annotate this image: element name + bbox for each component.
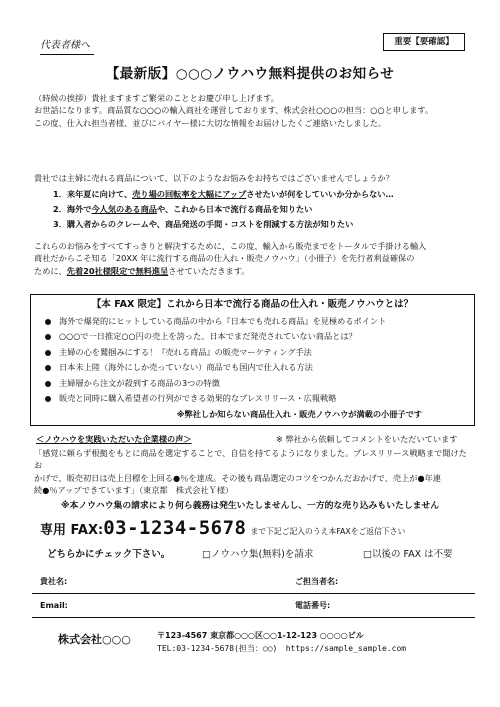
fax-number-line: [40, 514, 480, 543]
testimonial-body: 「感覚に頼らず根拠をもとに商品を選定することで、自信を持てるようになりました。プレスリリース戦略まで聞けたお かげで、販売初日は売上目標を上回る●％を達成。その後も商品選定のコツをつかんだおかげで、売上が●年連 続●％アップできています」（東京都 株式会社Ｙ様）: [34, 448, 467, 495]
check-prompt: どちらかにチェック下さい。: [47, 549, 171, 560]
testimonial-note: ※ 弊社から依頼してコメントをいただいています: [276, 434, 458, 444]
urgent-badge: 重要【要確認】: [383, 33, 465, 51]
fax-box-footer: ※弊社しか知らない商品仕入れ・販売ノウハウが満載の小冊子です: [176, 409, 422, 419]
issue-list: [53, 187, 473, 232]
list-item: 販売と同時に購入希望者の行列ができる効果的なプレスリリース・広報戦略: [45, 391, 465, 406]
check-row: [47, 548, 477, 562]
bullet-icon: [45, 319, 51, 325]
intro-line: この度、仕入れ担当者様、並びにバイヤー様に大切な情報をお届けしたくご連絡いたしました。: [34, 117, 387, 128]
fax-label: 専用 FAX:: [40, 523, 104, 538]
decline-checkbox[interactable]: □以後の FAX は不要: [363, 549, 453, 560]
fax-instruction: まで下記ご記入のうえ本FAXをご返信下さい: [250, 527, 406, 536]
fax-offer-box: [30, 294, 475, 426]
recipient-label: 代表者様へ: [40, 38, 94, 55]
issue-item: 3．購入者からのクレームや、商品発送の手間・コストを削減する方法が知りたい: [53, 219, 354, 229]
concern-intro: 貴社では主婦に売れる商品について、以下のようなお悩みをお持ちではございませんでしょうか？: [34, 173, 394, 183]
solution-paragraph: これらのお悩みをすべてすっきりと解決するために、この度、輸入から販売までをトータルで手掛ける輸入 商社だからこそ知る「20XX 年に流行する商品の仕入れ・販売ノウハウ」（小冊子）を先行者利益確保の ために、先着20社様限定で無料進呈させていただきます。: [34, 241, 427, 276]
limited-offer-text: 先着20社様限定で無料進呈: [66, 265, 169, 276]
issue-item: 2．海外で今人気のある商品や、これから日本で流行る商品を知りたい: [53, 204, 313, 214]
contact-field[interactable]: ご担当者名:: [295, 577, 339, 586]
bullet-icon: [45, 365, 51, 371]
form-row: [32, 594, 475, 618]
form-row: [32, 570, 475, 594]
bullet-icon: [45, 350, 51, 356]
intro-section: [34, 92, 474, 129]
issue-item: 1．来年夏に向けて、売り場の回転率を大幅にアップさせたいが何をしていいか分からない…: [53, 189, 394, 199]
reply-form: [32, 570, 475, 618]
phone-field[interactable]: 電話番号:: [295, 601, 331, 610]
intro-line: （時候の挨拶）貴社ますますご繁栄のこととお慶び申し上げます。: [34, 93, 279, 103]
intro-line: お世話になります。商品質な○○○の輸入商社を運営しております、株式会社○○○の担当：○○と申します。: [34, 105, 434, 116]
bullet-icon: [45, 396, 51, 402]
list-item: 主婦の心を鷲掴みにする！『売れる商品』の販売マーケティング手法: [45, 345, 465, 360]
testimonial-heading: ＜ノウハウを実践いただいた企業様の声＞: [36, 434, 192, 444]
request-checkbox[interactable]: □ノウハウ集(無料)を請求: [202, 549, 314, 560]
company-field[interactable]: 貴社名:: [40, 577, 68, 586]
no-obligation-notice: ※本ノウハウ集の請求により何ら義務は発生いたしませんし、一方的な売り込みもいたしません: [60, 501, 440, 511]
fax-number: 03-1234-5678: [103, 517, 247, 539]
list-item: ○○○で一日推定○○円の売上を誇った、日本でまだ発売されていない商品とは？: [45, 329, 465, 344]
page-title: 【最新版】○○○ノウハウ無料提供のお知らせ: [105, 66, 395, 82]
list-item: 日本未上陸（海外にしか売っていない）商品でも国内で仕入れる方法: [45, 360, 465, 375]
bullet-icon: [45, 381, 51, 387]
website-link[interactable]: https://sample_sample.com: [285, 643, 407, 653]
email-field[interactable]: Email:: [40, 601, 68, 610]
bullet-icon: [45, 334, 51, 340]
company-name: 株式会社○○○: [58, 633, 131, 646]
company-address: 〒123-4567 東京都○○○区○○1-12-123 ○○○○ビル TEL:03-1234-5678(担当：○○) https://sample_sample.com: [157, 631, 407, 653]
fax-box-title: 【本 FAX 限定】これから日本で流行る商品の仕入れ・販売ノウハウとは？: [91, 299, 414, 310]
list-item: 海外で爆発的にヒットしている商品の中から『日本でも売れる商品』を見極めるポイント: [45, 314, 465, 329]
list-item: 主婦層から注文が殺到する商品の3つの特徴: [45, 376, 465, 391]
knowhow-list: [45, 314, 465, 406]
